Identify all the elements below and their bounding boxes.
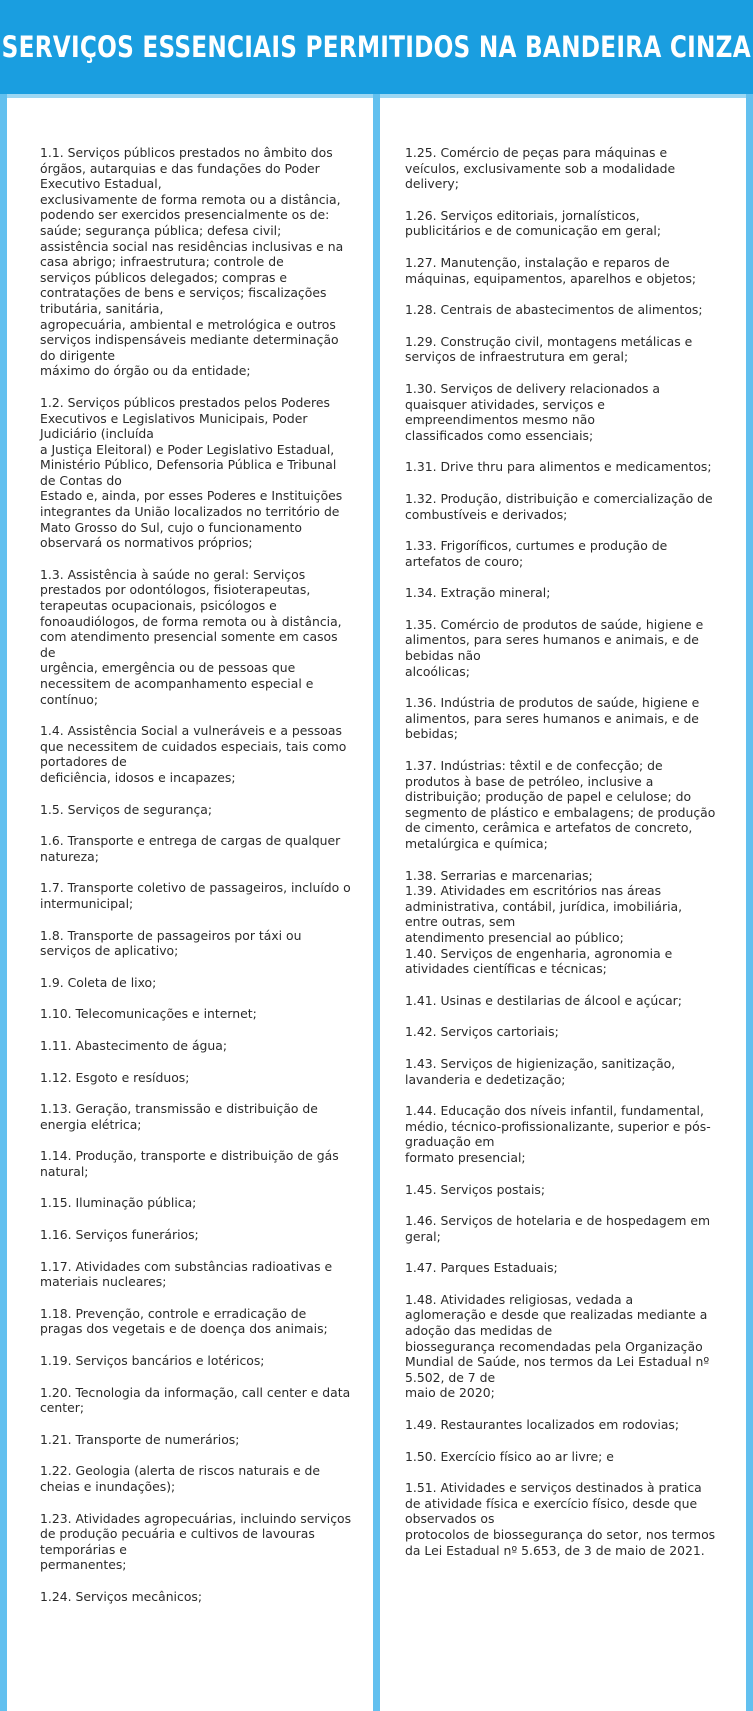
list-item: 1.11. Abastecimento de água; (40, 1037, 228, 1053)
list-item: 1.9. Coleta de lixo; (40, 974, 157, 990)
list-item: 1.17. Atividades com substâncias radioativas e materiais nucleares; (40, 1258, 333, 1290)
list-item: 1.1. Serviços públicos prestados no âmbito dos órgãos, autarquias e das fundações do Poder Executivo Estadual, exclusivamente de forma remota ou a distância, podendo ser exercidos presencialmente os de: saúde; segurança pública; defesa civil; assistência social nas residências inclusivas e na casa abrigo; infraestrutura; controle de serviços públicos delegados; compras e contratações de bens e serviços; fiscalizações tributária, sanitária, agropecuária, ambiental e metrológica e outros serviços indispensáveis mediante determinação do dirigente máximo do órgão ou da entidade; (40, 145, 344, 379)
list-item: 1.5. Serviços de segurança; (40, 801, 213, 817)
frame-right-border (746, 94, 753, 1711)
list-item: 1.12. Esgoto e resíduos; (40, 1069, 190, 1085)
list-item: 1.47. Parques Estaduais; (405, 1260, 558, 1276)
list-item: 1.20. Tecnologia da informação, call center e data center; (40, 1384, 351, 1416)
list-item: 1.18. Prevenção, controle e erradicação de pragas dos vegetais e de doença dos animais; (40, 1305, 328, 1337)
list-item: 1.37. Indústrias: têxtil e de confecção; de produtos à base de petróleo, inclusive a distribuição; produção de papel e celulose; do segmento de plástico e embalagens; de produção de cimento, cerâmica e artefatos de concreto, metalúrgica e química; (405, 758, 716, 851)
list-item: 1.26. Serviços editoriais, jornalísticos, publicitários e de comunicação em geral; (405, 207, 662, 239)
column-divider (373, 94, 380, 1711)
list-item: 1.41. Usinas e destilarias de álcool e açúcar; (405, 992, 682, 1008)
list-item: 1.49. Restaurantes localizados em rodovias; (405, 1417, 680, 1433)
list-item: 1.3. Assistência à saúde no geral: Serviços prestados por odontólogos, fisioterapeutas, terapeutas ocupacionais, psicólogos e fonoaudiólogos, de forma remota ou à distância, com atendimento presencial somente em casos de urgência, emergência ou de pessoas que necessitem de acompanhamento especial e contínuo; (40, 566, 342, 707)
list-item: 1.22. Geologia (alerta de riscos naturais e de cheias e inundações); (40, 1463, 321, 1494)
list-item: 1.51. Atividades e serviços destinados à pratica de atividade física e exercício físico, desde que observados os protocolos de biossegurança do setor, nos termos da Lei Estadual nº 5.653, de 3 de maio de 2021. (405, 1480, 716, 1558)
list-item: 1.21. Transporte de numerários; (40, 1431, 240, 1447)
list-item: 1.35. Comércio de produtos de saúde, higiene e alimentos, para seres humanos e animais, e de bebidas não alcoólicas; (405, 616, 704, 679)
list-item: 1.50. Exercício físico ao ar livre; e (405, 1448, 614, 1464)
list-item: 1.34. Extração mineral; (405, 585, 551, 601)
frame-left-border (0, 94, 7, 1711)
list-item: 1.44. Educação dos níveis infantil, fundamental, médio, técnico-profissionalizante, superior e pós-graduação em formato presencial; (405, 1103, 711, 1165)
list-item: 1.10. Telecomunicações e internet; (40, 1006, 257, 1022)
list-item: 1.48. Atividades religiosas, vedada a aglomeração e desde que realizadas mediante a adoção das medidas de biossegurança recomendadas pela Organização Mundial de Saúde, nos termos da Lei Estadual nº 5.502, de 7 de maio de 2020; (405, 1291, 710, 1401)
list-item: 1.46. Serviços de hotelaria e de hospedagem em geral; (405, 1213, 711, 1244)
list-item: 1.14. Produção, transporte e distribuição de gás natural; (40, 1148, 339, 1179)
list-item: 1.29. Construção civil, montagens metálicas e serviços de infraestrutura em geral; (405, 333, 693, 365)
list-item: 1.43. Serviços de higienização, sanitização, lavanderia e dedetização; (405, 1055, 676, 1087)
list-item: 1.31. Drive thru para alimentos e medicamentos; (405, 459, 712, 475)
list-item: 1.36. Indústria de produtos de saúde, higiene e alimentos, para seres humanos e animais, e de bebidas; (405, 695, 700, 742)
list-item: 1.24. Serviços mecânicos; (40, 1588, 203, 1604)
page-title: SERVIÇOS ESSENCIAIS PERMITIDOS NA BANDEIRA CINZA (1, 30, 752, 64)
list-item: 1.7. Transporte coletivo de passageiros, incluído o intermunicipal; (40, 880, 351, 911)
list-item: 1.33. Frigoríficos, curtumes e produção de artefatos de couro; (405, 538, 668, 569)
left-column (40, 145, 352, 1621)
list-item: 1.4. Assistência Social a vulneráveis e a pessoas que necessitem de cuidados especiais, tais como portadores de deficiência, idosos e incapazes; (40, 723, 347, 785)
title-banner (0, 0, 753, 94)
list-item: 1.6. Transporte e entrega de cargas de qualquer natureza; (40, 833, 341, 864)
list-item: 1.19. Serviços bancários e lotéricos; (40, 1353, 265, 1369)
list-item: 1.25. Comércio de peças para máquinas e veículos, exclusivamente sob a modalidade delivery; (405, 145, 676, 192)
list-item: 1.45. Serviços postais; (405, 1181, 546, 1197)
list-item: 1.15. Iluminação pública; (40, 1195, 197, 1211)
list-item: 1.8. Transporte de passageiros por táxi ou serviços de aplicativo; (40, 927, 302, 959)
list-item: 1.23. Atividades agropecuárias, incluindo serviços de produção pecuária e cultivos de lavouras temporárias e permanentes; (40, 1510, 352, 1573)
list-item: 1.32. Produção, distribuição e comercialização de combustíveis e derivados; (405, 490, 713, 522)
list-item: 1.13. Geração, transmissão e distribuição de energia elétrica; (40, 1101, 318, 1132)
list-item: 1.30. Serviços de delivery relacionados a quaisquer atividades, serviços e empreendimentos mesmo não classificados como essenciais; (405, 380, 660, 443)
right-column (405, 145, 717, 1574)
list-item: 1.16. Serviços funerários; (40, 1227, 199, 1243)
list-item: 1.38. Serrarias e marcenarias; 1.39. Atividades em escritórios nas áreas administrativa, contábil, jurídica, imobiliária, entre outras, sem atendimento presencial ao público; 1.40. Serviços de engenharia, agronomia e atividades científicas e técnicas; (405, 867, 683, 977)
list-item: 1.28. Centrais de abastecimentos de alimentos; (405, 302, 703, 318)
list-item: 1.27. Manutenção, instalação e reparos de máquinas, equipamentos, aparelhos e objetos; (405, 254, 697, 286)
list-item: 1.42. Serviços cartoriais; (405, 1024, 559, 1040)
list-item: 1.2. Serviços públicos prestados pelos Poderes Executivos e Legislativos Municipais, Poder Judiciário (incluída a Justiça Eleitoral) e Poder Legislativo Estadual, Ministério Público, Defensoria Pública e Tribunal de Contas do Estado e, ainda, por esses Poderes e Instituições integrantes da União localizados no território de Mato Grosso do Sul, cujo o funcionamento observará os normativos próprios; (40, 394, 343, 551)
